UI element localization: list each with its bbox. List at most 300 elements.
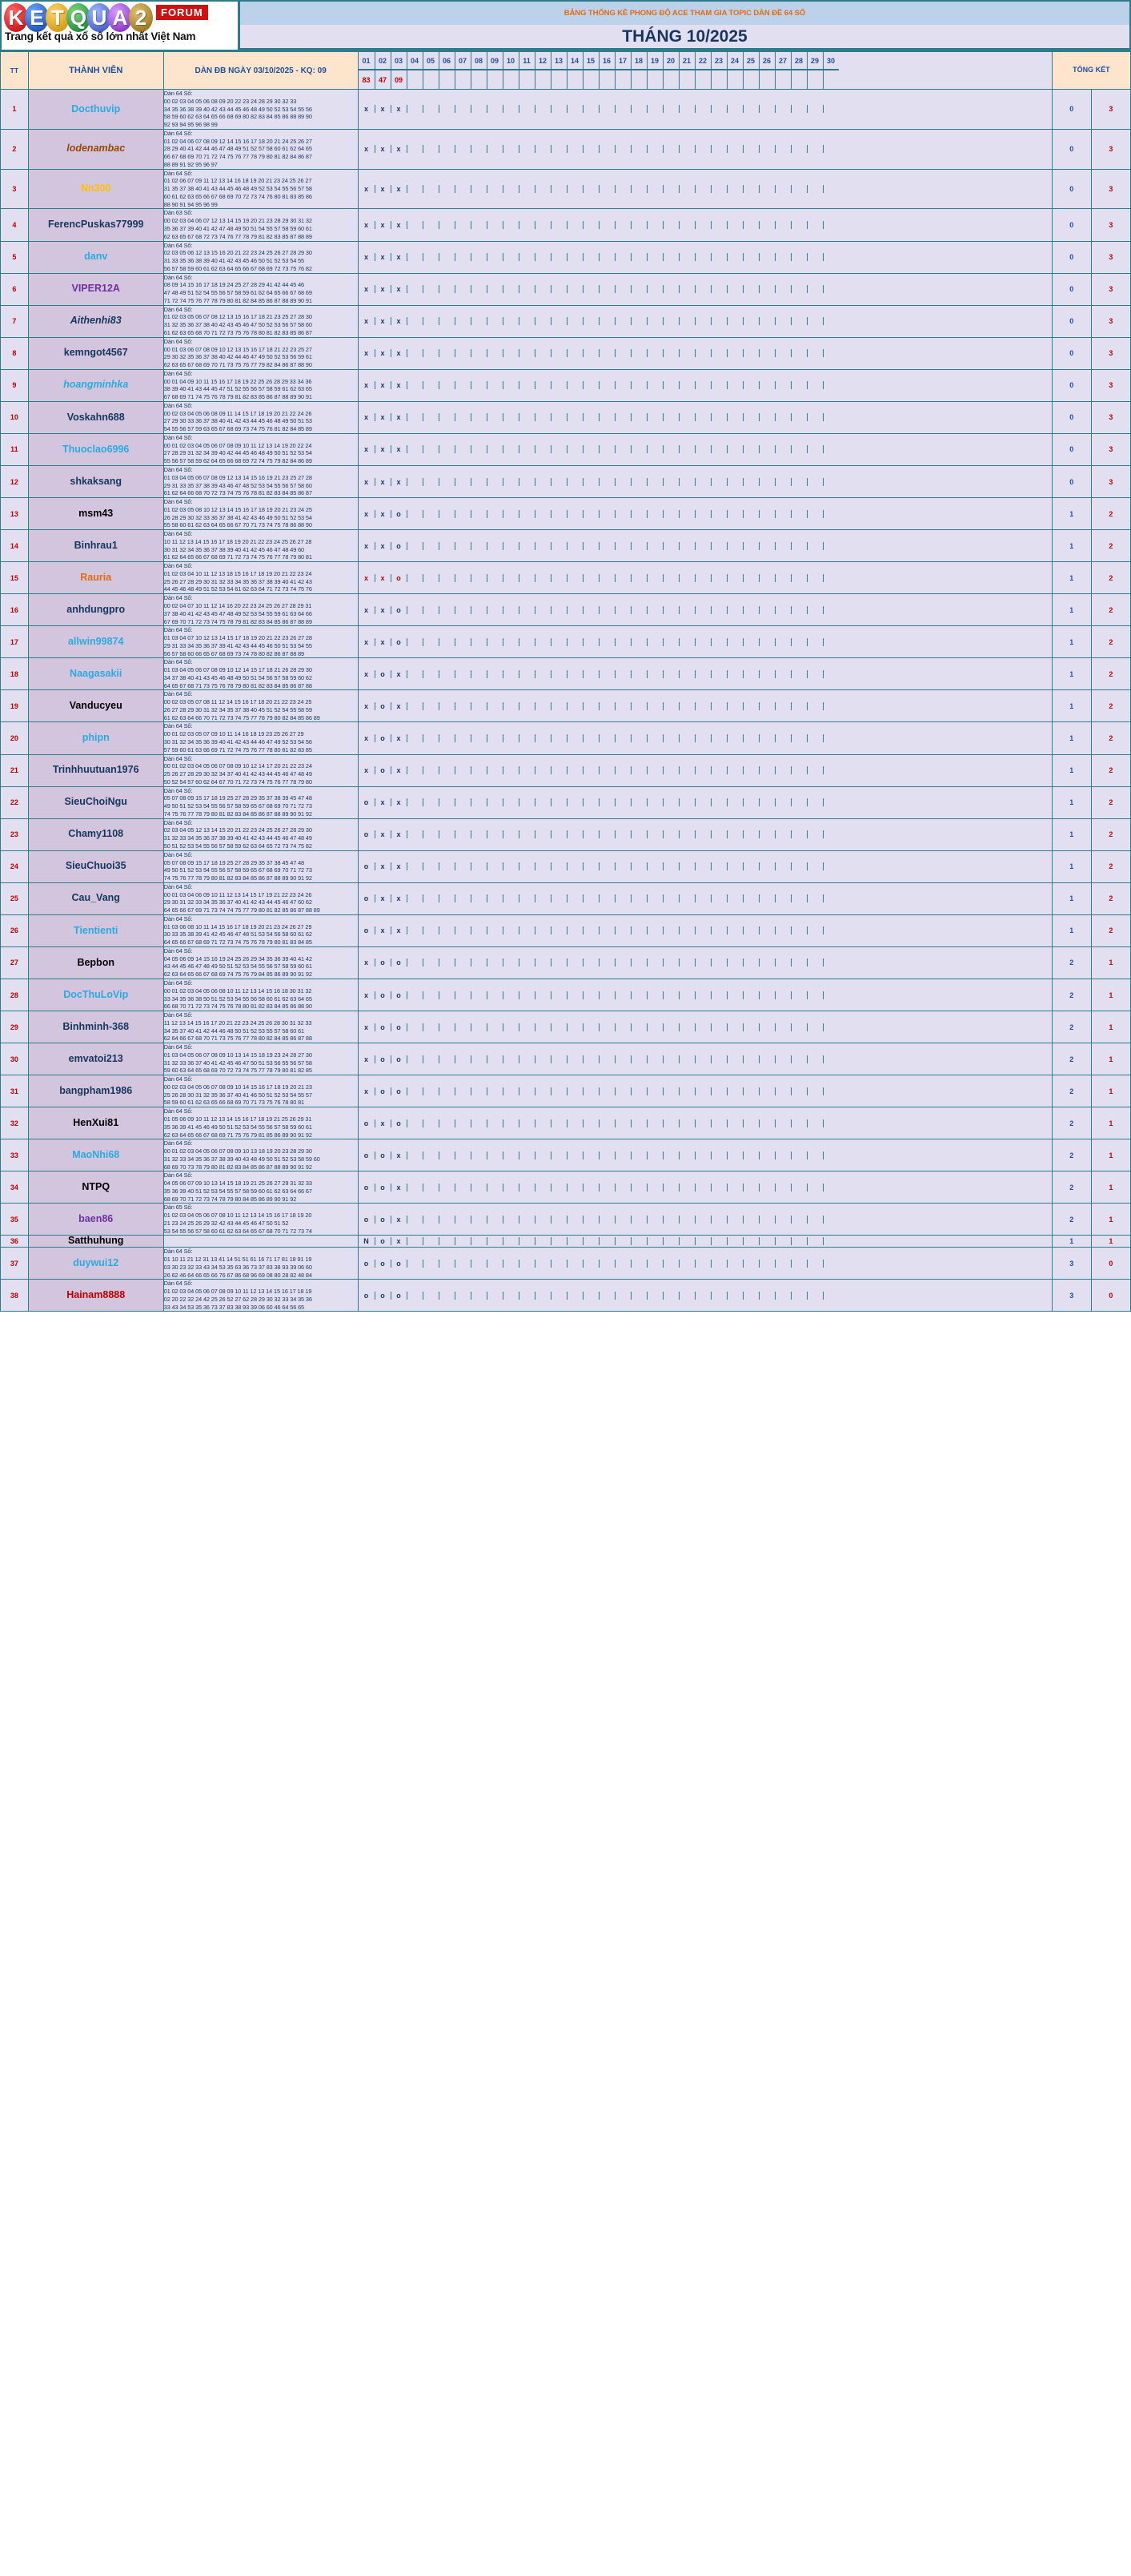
day-mark-06[interactable] <box>439 542 455 550</box>
day-mark-21[interactable] <box>679 734 695 742</box>
day-mark-01[interactable]: x <box>364 1055 369 1063</box>
day-mark-30[interactable] <box>823 766 839 774</box>
day-mark-19[interactable] <box>647 413 663 421</box>
day-mark-11[interactable] <box>519 349 535 357</box>
day-mark-29[interactable] <box>807 638 823 646</box>
day-mark-09[interactable] <box>487 105 503 113</box>
day-mark-19[interactable] <box>647 1119 663 1127</box>
day-mark-11[interactable] <box>519 670 535 678</box>
day-mark-16[interactable] <box>599 766 615 774</box>
day-mark-29[interactable] <box>807 1216 823 1224</box>
day-mark-12[interactable] <box>535 862 551 870</box>
day-mark-03[interactable]: x <box>391 926 407 934</box>
day-mark-01[interactable]: x <box>364 509 369 518</box>
day-mark-27[interactable] <box>775 145 791 153</box>
day-mark-23[interactable] <box>711 638 727 646</box>
day-mark-12[interactable] <box>535 253 551 261</box>
day-mark-07[interactable] <box>455 670 471 678</box>
day-mark-04[interactable] <box>407 734 423 742</box>
day-mark-11[interactable] <box>519 702 535 710</box>
day-mark-04[interactable] <box>407 1216 423 1224</box>
day-mark-05[interactable] <box>423 574 439 582</box>
day-mark-14[interactable] <box>567 798 583 806</box>
day-mark-19[interactable] <box>647 185 663 193</box>
day-mark-13[interactable] <box>551 798 567 806</box>
day-mark-03[interactable]: x <box>391 798 407 806</box>
day-mark-29[interactable] <box>807 862 823 870</box>
day-mark-22[interactable] <box>695 105 711 113</box>
day-header-18[interactable]: 18 <box>631 52 647 70</box>
day-mark-26[interactable] <box>759 1237 775 1245</box>
day-mark-11[interactable] <box>519 317 535 325</box>
day-mark-21[interactable] <box>679 1055 695 1063</box>
day-header-22[interactable]: 22 <box>695 52 711 70</box>
day-mark-09[interactable] <box>487 253 503 261</box>
day-mark-10[interactable] <box>503 221 519 229</box>
day-mark-05[interactable] <box>423 185 439 193</box>
day-mark-17[interactable] <box>615 830 631 838</box>
day-mark-18[interactable] <box>631 1151 647 1159</box>
day-mark-27[interactable] <box>775 542 791 550</box>
day-mark-14[interactable] <box>567 702 583 710</box>
day-mark-01[interactable]: x <box>364 105 369 114</box>
day-mark-05[interactable] <box>423 798 439 806</box>
day-mark-06[interactable] <box>439 926 455 934</box>
day-mark-08[interactable] <box>471 285 487 293</box>
day-mark-05[interactable] <box>423 991 439 999</box>
day-mark-15[interactable] <box>583 413 599 421</box>
day-mark-07[interactable] <box>455 1292 471 1300</box>
member-name[interactable]: lodenambac <box>28 129 163 169</box>
day-mark-22[interactable] <box>695 926 711 934</box>
day-mark-14[interactable] <box>567 574 583 582</box>
day-mark-26[interactable] <box>759 1023 775 1031</box>
day-mark-07[interactable] <box>455 1184 471 1192</box>
day-mark-20[interactable] <box>663 381 679 389</box>
day-mark-06[interactable] <box>439 510 455 518</box>
day-mark-26[interactable] <box>759 445 775 453</box>
day-mark-03[interactable]: x <box>391 1184 407 1192</box>
day-mark-22[interactable] <box>695 606 711 614</box>
day-mark-26[interactable] <box>759 1184 775 1192</box>
day-mark-21[interactable] <box>679 445 695 453</box>
member-name[interactable]: NTPQ <box>28 1171 163 1204</box>
day-mark-23[interactable] <box>711 105 727 113</box>
day-mark-11[interactable] <box>519 638 535 646</box>
day-mark-28[interactable] <box>791 830 807 838</box>
day-mark-21[interactable] <box>679 285 695 293</box>
day-mark-06[interactable] <box>439 862 455 870</box>
day-mark-15[interactable] <box>583 606 599 614</box>
day-mark-02[interactable]: x <box>375 253 391 261</box>
day-mark-24[interactable] <box>727 413 743 421</box>
day-mark-23[interactable] <box>711 991 727 999</box>
day-mark-29[interactable] <box>807 542 823 550</box>
day-mark-10[interactable] <box>503 798 519 806</box>
day-mark-05[interactable] <box>423 478 439 486</box>
day-mark-22[interactable] <box>695 1216 711 1224</box>
day-mark-07[interactable] <box>455 702 471 710</box>
day-mark-30[interactable] <box>823 145 839 153</box>
day-mark-08[interactable] <box>471 1237 487 1245</box>
day-mark-14[interactable] <box>567 1023 583 1031</box>
day-mark-05[interactable] <box>423 317 439 325</box>
day-mark-26[interactable] <box>759 478 775 486</box>
day-mark-09[interactable] <box>487 830 503 838</box>
day-mark-22[interactable] <box>695 413 711 421</box>
day-mark-24[interactable] <box>727 734 743 742</box>
day-mark-16[interactable] <box>599 542 615 550</box>
day-mark-17[interactable] <box>615 285 631 293</box>
day-mark-16[interactable] <box>599 510 615 518</box>
day-mark-09[interactable] <box>487 606 503 614</box>
day-mark-04[interactable] <box>407 253 423 261</box>
day-mark-26[interactable] <box>759 1087 775 1095</box>
day-mark-02[interactable]: o <box>375 1260 391 1268</box>
member-name[interactable]: duywui12 <box>28 1248 163 1280</box>
day-mark-08[interactable] <box>471 185 487 193</box>
day-mark-18[interactable] <box>631 1055 647 1063</box>
day-header-12[interactable]: 12 <box>535 52 551 70</box>
day-mark-04[interactable] <box>407 670 423 678</box>
member-name[interactable]: baen86 <box>28 1204 163 1236</box>
day-mark-19[interactable] <box>647 766 663 774</box>
day-mark-03[interactable]: x <box>391 381 407 389</box>
day-mark-14[interactable] <box>567 1216 583 1224</box>
day-mark-03[interactable]: x <box>391 1151 407 1159</box>
member-name[interactable]: FerencPuskas77999 <box>28 209 163 241</box>
day-mark-18[interactable] <box>631 285 647 293</box>
day-mark-17[interactable] <box>615 253 631 261</box>
day-mark-30[interactable] <box>823 381 839 389</box>
day-mark-28[interactable] <box>791 1119 807 1127</box>
day-mark-27[interactable] <box>775 734 791 742</box>
day-mark-29[interactable] <box>807 317 823 325</box>
day-mark-28[interactable] <box>791 862 807 870</box>
day-mark-16[interactable] <box>599 145 615 153</box>
day-mark-14[interactable] <box>567 1184 583 1192</box>
day-mark-12[interactable] <box>535 285 551 293</box>
day-mark-28[interactable] <box>791 105 807 113</box>
day-mark-11[interactable] <box>519 926 535 934</box>
day-mark-27[interactable] <box>775 317 791 325</box>
day-mark-21[interactable] <box>679 221 695 229</box>
day-mark-10[interactable] <box>503 638 519 646</box>
day-mark-13[interactable] <box>551 1119 567 1127</box>
day-mark-23[interactable] <box>711 958 727 967</box>
day-mark-22[interactable] <box>695 1151 711 1159</box>
day-mark-14[interactable] <box>567 638 583 646</box>
day-mark-04[interactable] <box>407 1260 423 1268</box>
day-mark-15[interactable] <box>583 445 599 453</box>
day-mark-18[interactable] <box>631 445 647 453</box>
day-mark-06[interactable] <box>439 253 455 261</box>
day-mark-27[interactable] <box>775 1184 791 1192</box>
day-mark-16[interactable] <box>599 991 615 999</box>
day-mark-25[interactable] <box>743 1119 759 1127</box>
day-mark-24[interactable] <box>727 1216 743 1224</box>
day-mark-24[interactable] <box>727 1151 743 1159</box>
member-name[interactable]: danv <box>28 241 163 273</box>
day-mark-29[interactable] <box>807 185 823 193</box>
day-mark-18[interactable] <box>631 381 647 389</box>
day-mark-27[interactable] <box>775 185 791 193</box>
day-mark-01[interactable]: x <box>364 734 369 743</box>
day-mark-13[interactable] <box>551 638 567 646</box>
day-mark-15[interactable] <box>583 734 599 742</box>
day-mark-06[interactable] <box>439 1216 455 1224</box>
day-mark-20[interactable] <box>663 798 679 806</box>
day-mark-08[interactable] <box>471 478 487 486</box>
day-mark-05[interactable] <box>423 381 439 389</box>
day-mark-10[interactable] <box>503 1237 519 1245</box>
day-mark-20[interactable] <box>663 830 679 838</box>
day-mark-09[interactable] <box>487 1237 503 1245</box>
day-mark-26[interactable] <box>759 221 775 229</box>
day-mark-10[interactable] <box>503 606 519 614</box>
day-mark-21[interactable] <box>679 510 695 518</box>
day-mark-23[interactable] <box>711 145 727 153</box>
day-mark-11[interactable] <box>519 542 535 550</box>
day-mark-11[interactable] <box>519 1087 535 1095</box>
day-mark-09[interactable] <box>487 185 503 193</box>
day-mark-12[interactable] <box>535 830 551 838</box>
day-mark-17[interactable] <box>615 1087 631 1095</box>
day-mark-12[interactable] <box>535 145 551 153</box>
day-mark-28[interactable] <box>791 606 807 614</box>
day-mark-27[interactable] <box>775 381 791 389</box>
day-mark-10[interactable] <box>503 445 519 453</box>
day-mark-11[interactable] <box>519 285 535 293</box>
day-mark-03[interactable]: o <box>391 638 407 646</box>
day-mark-20[interactable] <box>663 285 679 293</box>
day-mark-22[interactable] <box>695 1237 711 1245</box>
day-mark-23[interactable] <box>711 894 727 902</box>
day-mark-19[interactable] <box>647 862 663 870</box>
member-name[interactable]: SieuChoiNgu <box>28 786 163 818</box>
day-mark-06[interactable] <box>439 349 455 357</box>
member-name[interactable]: DocThuLoVip <box>28 979 163 1011</box>
day-header-06[interactable]: 06 <box>439 52 455 70</box>
day-mark-11[interactable] <box>519 1119 535 1127</box>
day-mark-15[interactable] <box>583 1023 599 1031</box>
day-mark-22[interactable] <box>695 285 711 293</box>
day-mark-03[interactable]: x <box>391 445 407 453</box>
day-mark-18[interactable] <box>631 185 647 193</box>
day-mark-12[interactable] <box>535 105 551 113</box>
day-mark-27[interactable] <box>775 830 791 838</box>
day-mark-18[interactable] <box>631 349 647 357</box>
day-mark-13[interactable] <box>551 349 567 357</box>
day-mark-16[interactable] <box>599 317 615 325</box>
day-mark-04[interactable] <box>407 1055 423 1063</box>
day-mark-25[interactable] <box>743 670 759 678</box>
day-mark-13[interactable] <box>551 574 567 582</box>
day-mark-11[interactable] <box>519 1216 535 1224</box>
day-mark-03[interactable]: x <box>391 185 407 193</box>
day-mark-06[interactable] <box>439 1260 455 1268</box>
day-mark-26[interactable] <box>759 381 775 389</box>
member-name[interactable]: emvatoi213 <box>28 1043 163 1075</box>
day-mark-29[interactable] <box>807 1292 823 1300</box>
day-mark-18[interactable] <box>631 670 647 678</box>
day-mark-23[interactable] <box>711 670 727 678</box>
day-mark-28[interactable] <box>791 926 807 934</box>
day-mark-06[interactable] <box>439 1055 455 1063</box>
day-mark-22[interactable] <box>695 862 711 870</box>
day-mark-11[interactable] <box>519 830 535 838</box>
day-mark-04[interactable] <box>407 830 423 838</box>
day-mark-27[interactable] <box>775 478 791 486</box>
day-mark-24[interactable] <box>727 991 743 999</box>
day-mark-27[interactable] <box>775 606 791 614</box>
day-mark-10[interactable] <box>503 670 519 678</box>
day-header-17[interactable]: 17 <box>615 52 631 70</box>
day-mark-13[interactable] <box>551 185 567 193</box>
member-name[interactable]: Satthuhung <box>28 1236 163 1248</box>
day-mark-19[interactable] <box>647 317 663 325</box>
day-mark-13[interactable] <box>551 1216 567 1224</box>
day-mark-23[interactable] <box>711 798 727 806</box>
day-mark-13[interactable] <box>551 317 567 325</box>
day-mark-05[interactable] <box>423 766 439 774</box>
day-mark-29[interactable] <box>807 285 823 293</box>
day-mark-24[interactable] <box>727 145 743 153</box>
day-mark-03[interactable]: x <box>391 253 407 261</box>
day-mark-17[interactable] <box>615 185 631 193</box>
day-mark-15[interactable] <box>583 1184 599 1192</box>
day-mark-19[interactable] <box>647 1237 663 1245</box>
day-mark-28[interactable] <box>791 1023 807 1031</box>
day-mark-25[interactable] <box>743 830 759 838</box>
day-mark-29[interactable] <box>807 510 823 518</box>
day-mark-22[interactable] <box>695 510 711 518</box>
day-mark-26[interactable] <box>759 991 775 999</box>
day-mark-23[interactable] <box>711 926 727 934</box>
day-mark-03[interactable]: x <box>391 105 407 113</box>
day-mark-13[interactable] <box>551 253 567 261</box>
day-mark-08[interactable] <box>471 574 487 582</box>
day-mark-26[interactable] <box>759 606 775 614</box>
day-mark-23[interactable] <box>711 185 727 193</box>
day-mark-27[interactable] <box>775 862 791 870</box>
day-mark-07[interactable] <box>455 105 471 113</box>
day-mark-24[interactable] <box>727 1119 743 1127</box>
day-mark-03[interactable]: x <box>391 830 407 838</box>
day-mark-13[interactable] <box>551 862 567 870</box>
day-mark-05[interactable] <box>423 734 439 742</box>
day-mark-13[interactable] <box>551 1292 567 1300</box>
day-mark-04[interactable] <box>407 145 423 153</box>
day-mark-02[interactable]: o <box>375 958 391 967</box>
day-mark-23[interactable] <box>711 478 727 486</box>
day-mark-19[interactable] <box>647 105 663 113</box>
day-mark-24[interactable] <box>727 349 743 357</box>
day-mark-06[interactable] <box>439 221 455 229</box>
day-mark-14[interactable] <box>567 478 583 486</box>
day-mark-01[interactable]: x <box>364 221 369 230</box>
day-mark-07[interactable] <box>455 1216 471 1224</box>
day-mark-07[interactable] <box>455 766 471 774</box>
day-mark-06[interactable] <box>439 958 455 967</box>
day-mark-03[interactable]: x <box>391 285 407 293</box>
day-mark-13[interactable] <box>551 145 567 153</box>
day-mark-17[interactable] <box>615 1023 631 1031</box>
day-header-02[interactable]: 02 <box>375 52 391 70</box>
day-mark-14[interactable] <box>567 1237 583 1245</box>
day-mark-02[interactable]: o <box>375 1151 391 1159</box>
day-mark-14[interactable] <box>567 1055 583 1063</box>
day-mark-01[interactable]: o <box>363 798 369 807</box>
day-mark-14[interactable] <box>567 1260 583 1268</box>
day-mark-19[interactable] <box>647 145 663 153</box>
day-mark-06[interactable] <box>439 1292 455 1300</box>
day-mark-12[interactable] <box>535 381 551 389</box>
member-name[interactable]: Aithenhi83 <box>28 305 163 337</box>
day-mark-10[interactable] <box>503 478 519 486</box>
day-mark-11[interactable] <box>519 606 535 614</box>
day-mark-28[interactable] <box>791 958 807 967</box>
day-mark-04[interactable] <box>407 1119 423 1127</box>
day-mark-02[interactable]: o <box>375 702 391 710</box>
day-mark-21[interactable] <box>679 1216 695 1224</box>
day-mark-15[interactable] <box>583 766 599 774</box>
day-mark-17[interactable] <box>615 894 631 902</box>
day-header-08[interactable]: 08 <box>471 52 487 70</box>
day-mark-04[interactable] <box>407 221 423 229</box>
day-mark-12[interactable] <box>535 478 551 486</box>
day-mark-26[interactable] <box>759 317 775 325</box>
day-mark-14[interactable] <box>567 510 583 518</box>
day-mark-09[interactable] <box>487 285 503 293</box>
day-mark-06[interactable] <box>439 606 455 614</box>
day-mark-24[interactable] <box>727 1292 743 1300</box>
day-mark-17[interactable] <box>615 798 631 806</box>
day-mark-04[interactable] <box>407 542 423 550</box>
day-mark-16[interactable] <box>599 1023 615 1031</box>
day-mark-30[interactable] <box>823 574 839 582</box>
day-mark-03[interactable]: o <box>391 958 407 967</box>
day-mark-20[interactable] <box>663 1260 679 1268</box>
day-mark-10[interactable] <box>503 574 519 582</box>
day-mark-18[interactable] <box>631 830 647 838</box>
day-mark-03[interactable]: x <box>391 734 407 742</box>
day-mark-04[interactable] <box>407 185 423 193</box>
day-mark-07[interactable] <box>455 991 471 999</box>
day-mark-14[interactable] <box>567 766 583 774</box>
day-mark-07[interactable] <box>455 958 471 967</box>
day-header-01[interactable]: 01 <box>359 52 375 70</box>
day-mark-19[interactable] <box>647 926 663 934</box>
day-mark-29[interactable] <box>807 1237 823 1245</box>
day-mark-11[interactable] <box>519 381 535 389</box>
day-mark-30[interactable] <box>823 105 839 113</box>
day-mark-25[interactable] <box>743 1292 759 1300</box>
day-mark-10[interactable] <box>503 894 519 902</box>
day-mark-11[interactable] <box>519 413 535 421</box>
day-mark-29[interactable] <box>807 734 823 742</box>
day-mark-02[interactable]: x <box>375 542 391 550</box>
day-mark-08[interactable] <box>471 926 487 934</box>
day-mark-23[interactable] <box>711 1055 727 1063</box>
day-mark-11[interactable] <box>519 1055 535 1063</box>
day-mark-23[interactable] <box>711 510 727 518</box>
day-mark-22[interactable] <box>695 349 711 357</box>
day-mark-16[interactable] <box>599 478 615 486</box>
day-header-15[interactable]: 15 <box>583 52 599 70</box>
day-mark-12[interactable] <box>535 958 551 967</box>
member-name[interactable]: Naagasakii <box>28 658 163 690</box>
